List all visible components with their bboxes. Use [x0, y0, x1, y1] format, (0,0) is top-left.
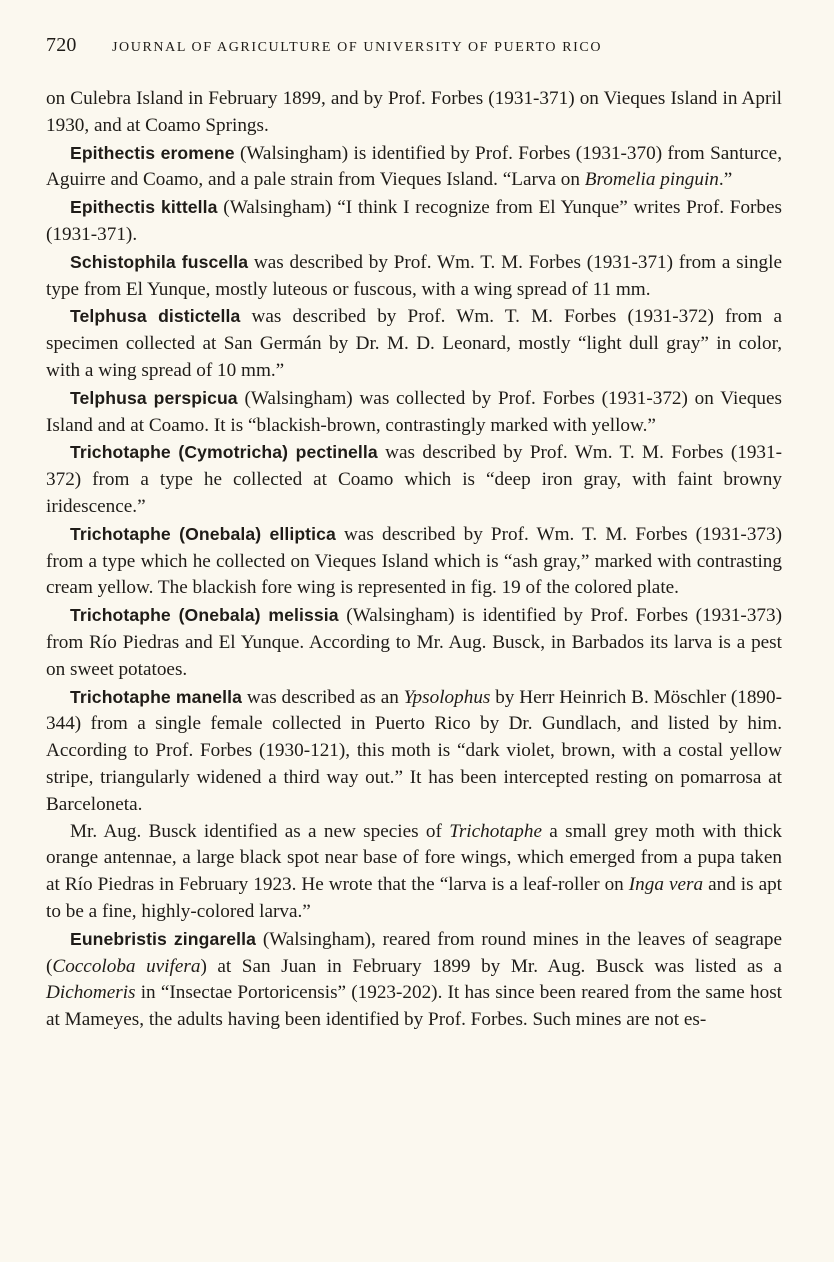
text-segment: (Walsingham) is identified by Prof. Forbes (1931-373) from Río Piedras and El Yunque. According to Mr. Aug. Busck, in Barbados its larva is a pest on sweet potatoes.	[46, 605, 782, 680]
species-name: Trichotaphe (Cymotricha) pectinella	[70, 442, 378, 463]
text-segment: (Walsingham) “I think I recognize from El Yunque” writes Prof. Forbes (1931-371).	[46, 197, 783, 245]
text-segment: was described as an	[242, 686, 404, 708]
text-segment: (Walsingham) was collected by Prof. Forbes (1931-372) on Vieques Island and at Coamo. It is “blackish-brown, contrastingly marked with yellow.”	[46, 387, 783, 436]
italic-term: Coccoloba uvifera	[52, 955, 201, 977]
text-segment: in “Insectae Portoricensis” (1923-202). It has since been reared from the same host at Mameyes, the adults having been identified by Prof. Forbes. Such mines are not es-	[46, 982, 782, 1031]
continuation-paragraph	[46, 86, 782, 140]
article-body	[46, 86, 782, 1034]
trichotaphe-elliptica-paragraph	[46, 521, 782, 602]
trichotaphe-pectinella-paragraph	[46, 439, 782, 520]
trichotaphe-melissia-paragraph	[46, 602, 782, 683]
species-name: Schistophila fuscella	[70, 251, 249, 272]
page-number: 720	[46, 34, 77, 56]
schistophila-fuscella-paragraph	[46, 249, 782, 304]
text-segment: (Walsingham) is identified by Prof. Forbes (1931-370) from Santurce, Aguirre and Coamo, and a pale strain from Vieques Island. “Larva on	[46, 142, 782, 191]
text-segment: on Culebra Island in February 1899, and by Prof. Forbes (1931-371) on Vieques Island in April 1930, and at Coamo Springs.	[46, 88, 782, 136]
text-segment: (Walsingham), reared from round mines in the leaves of seagrape (	[46, 928, 783, 977]
species-name: Epithectis eromene	[70, 142, 235, 163]
running-head	[46, 34, 782, 64]
species-name: Epithectis kittella	[70, 197, 218, 218]
epithectis-kittella-paragraph	[46, 194, 782, 249]
italic-term: Trichotaphe	[449, 820, 542, 842]
journal-title: JOURNAL OF AGRICULTURE OF UNIVERSITY OF PUERTO RICO	[112, 40, 603, 55]
species-name: Trichotaphe manella	[70, 686, 243, 707]
telphusa-perspicua-paragraph	[46, 385, 782, 440]
journal-page	[46, 34, 782, 1034]
busck-trichotaphe-paragraph	[46, 819, 782, 926]
italic-term: Dichomeris	[46, 982, 136, 1004]
epithectis-eromene-paragraph	[46, 140, 782, 195]
text-segment: was described by Prof. Wm. T. M. Forbes (1931-372) from a type he collected at Coamo which is “deep iron gray, with faint browny iridescence.”	[46, 442, 782, 517]
italic-term: Bromelia pinguin	[584, 169, 719, 191]
italic-term: Inga vera	[628, 874, 704, 896]
text-segment: ) at San Juan in February 1899 by Mr. Aug. Busck was listed as a	[200, 955, 782, 977]
text-segment: was described by Prof. Wm. T. M. Forbes (1931-373) from a type which he collected on Vieques Island which is “ash gray,” marked with contrasting cream yellow. The blackish fore wing is represented in fig. 19 of the colored plate.	[46, 523, 782, 599]
telphusa-distictella-paragraph	[46, 303, 782, 384]
text-segment: by Herr Heinrich B. Möschler (1890-344) from a single female collected in Puerto Rico by Dr. Gundlach, and listed by him. According to Prof. Forbes (1930-121), this moth is “dark violet, brown, with a costal yellow stripe, triangularly widened a third way out.” It has been intercepted resting on pomarrosa at Barceloneta.	[46, 686, 783, 815]
species-name: Trichotaphe (Onebala) melissia	[70, 605, 339, 626]
text-segment: Mr. Aug. Busck identified as a new species of	[70, 820, 450, 842]
text-segment: .”	[718, 169, 733, 191]
italic-term: Ypsolophus	[403, 686, 491, 708]
text-segment: was described by Prof. Wm. T. M. Forbes (1931-372) from a specimen collected at San Germán by Dr. M. D. Leonard, mostly “light dull gray” in color, with a wing spread of 10 mm.”	[46, 306, 782, 381]
species-name: Telphusa perspicua	[70, 387, 238, 408]
text-segment: and is apt to be a fine, highly-colored larva.”	[46, 874, 783, 922]
text-segment: a small grey moth with thick orange antennae, a large black spot near base of fore wings, which emerged from a pupa taken at Río Piedras in February 1923. He wrote that the “larva is a leaf-roller on	[46, 820, 782, 896]
text-segment: was described by Prof. Wm. T. M. Forbes (1931-371) from a single type from El Yunque, mostly luteous or fuscous, with a wing spread of 11 mm.	[46, 251, 782, 300]
species-name: Telphusa distictella	[70, 306, 241, 327]
species-name: Eunebristis zingarella	[70, 928, 257, 949]
eunebristis-zingarella-paragraph	[46, 926, 782, 1034]
species-name: Trichotaphe (Onebala) elliptica	[70, 523, 336, 544]
trichotaphe-manella-paragraph	[46, 684, 782, 819]
